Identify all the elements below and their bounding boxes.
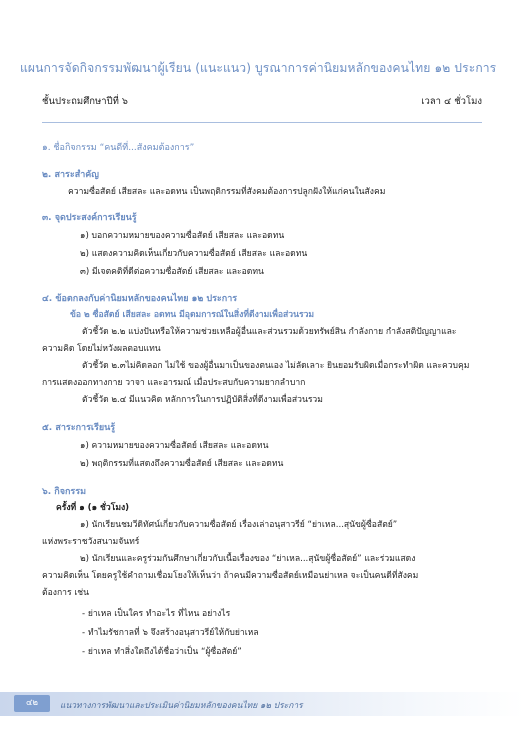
footer-title: แนวทางการพัฒนาและประเมินค่านิยมหลักของคนไทย ๑๒ ประการ bbox=[60, 701, 303, 711]
duration: เวลา ๔ ชั่วโมง bbox=[421, 96, 482, 107]
key-concept-heading: ๒. สาระสำคัญ bbox=[42, 170, 99, 180]
indicator-line: ความคิด โดยไม่หวังผลตอบแทน bbox=[42, 344, 161, 354]
indicator-line: ตัวชี้วัด ๒.๒ แบ่งปันหรือให้ความช่วยเหลือผู้อื่นและส่วนรวมด้วยทรัพย์สิน กำลังกาย กำลังสติปัญญาและ bbox=[82, 327, 457, 337]
activity-name-heading: ๑. ชื่อกิจกรรม “คนดีที่...สังคมต้องการ” bbox=[42, 143, 195, 153]
activity-line: ความคิดเห็น โดยครูใช้คำถามเชื่อมโยงให้เห็นว่า ถ้าคนมีความซื่อสัตย์เหมือนย่าเหล จะเป็นคนดีที่สังคม bbox=[42, 571, 419, 581]
objective-item: ๑) บอกความหมายของความซื่อสัตย์ เสียสละ และอดทน bbox=[80, 231, 285, 241]
learning-content-item: ๑) ความหมายของความซื่อสัตย์ เสียสละ และอดทน bbox=[80, 441, 269, 451]
question-item: - ทำไมรัชกาลที่ ๖ จึงสร้างอนุสาวรีย์ให้กับย่าเหล bbox=[82, 628, 259, 638]
activity-line: ต้องการ เช่น bbox=[42, 588, 89, 598]
core-values-subheading: ข้อ ๒ ซื่อสัตย์ เสียสละ อดทน มีอุดมการณ์ในสิ่งที่ดีงามเพื่อส่วนรวม bbox=[70, 310, 315, 320]
activities-heading: ๖. กิจกรรม bbox=[42, 487, 87, 497]
objective-item: ๓) มีเจตคติที่ดีต่อความซื่อสัตย์ เสียสละ และอดทน bbox=[80, 267, 264, 277]
key-concept-text: ความซื่อสัตย์ เสียสละ และอดทน เป็นพฤติกรรมที่สังคมต้องการปลูกฝังให้แก่คนในสังคม bbox=[68, 187, 386, 197]
header-divider bbox=[42, 122, 482, 123]
question-item: - ย่าเหล เป็นใคร ทำอะไร ที่ไหน อย่างไร bbox=[82, 609, 231, 619]
activity-line: ๒) นักเรียนและครูร่วมกันศึกษาเกี่ยวกับเนื้อเรื่องของ “ย่าเหล...สุนัขผู้ซื่อสัตย์” และร่วมแสดง bbox=[80, 554, 416, 564]
activity-line: ๑) นักเรียนชมวีดิทัศน์เกี่ยวกับความซื่อสัตย์ เรื่องเล่าอนุสาวรีย์ “ย่าเหล...สุนัขผู้ซื่อสัตย์” bbox=[80, 520, 398, 530]
objective-item: ๒) แสดงความคิดเห็นเกี่ยวกับความซื่อสัตย์ เสียสละ และอดทน bbox=[80, 249, 308, 259]
grade-level: ชั้นประถมศึกษาปีที่ ๖ bbox=[42, 96, 128, 107]
objectives-heading: ๓. จุดประสงค์การเรียนรู้ bbox=[42, 213, 137, 223]
page-number: ๔๒ bbox=[14, 695, 50, 712]
indicator-line: ตัวชี้วัด ๒.๓ไม่คิดลอก ไม่ใช้ ของผู้อื่นมาเป็นของตนเอง ไม่ลัดเลาะ ยินยอมรับผิดเมื่อกระทำผิด และควบคุม bbox=[82, 361, 470, 371]
activity-line: แห่งพระราชวังสนามจันทร์ bbox=[42, 537, 140, 547]
question-item: - ย่าเหล ทำสิ่งใดถึงได้ชื่อว่าเป็น “ผู้ซื่อสัตย์” bbox=[82, 647, 242, 657]
indicator-line: ตัวชี้วัด ๒.๔ มีแนวคิด หลักการในการปฏิบัติสิ่งที่ดีงามเพื่อส่วนรวม bbox=[82, 395, 323, 405]
learning-content-heading: ๕. สาระการเรียนรู้ bbox=[42, 423, 116, 433]
learning-content-item: ๒) พฤติกรรมที่แสดงถึงความซื่อสัตย์ เสียสละ และอดทน bbox=[80, 459, 284, 469]
indicator-line: การแสดงออกทางกาย วาจา และอารมณ์ เมื่อประสบกับความยากลำบาก bbox=[42, 378, 306, 388]
page-title: แผนการจัดกิจกรรมพัฒนาผู้เรียน (แนะแนว) บูรณาการค่านิยมหลักของคนไทย ๑๒ ประการ bbox=[20, 60, 497, 75]
core-values-heading: ๔. ข้อตกลงกับค่านิยมหลักของคนไทย ๑๒ ประการ bbox=[42, 294, 238, 304]
session-label: ครั้งที่ ๑ (๑ ชั่วโมง) bbox=[56, 503, 130, 513]
